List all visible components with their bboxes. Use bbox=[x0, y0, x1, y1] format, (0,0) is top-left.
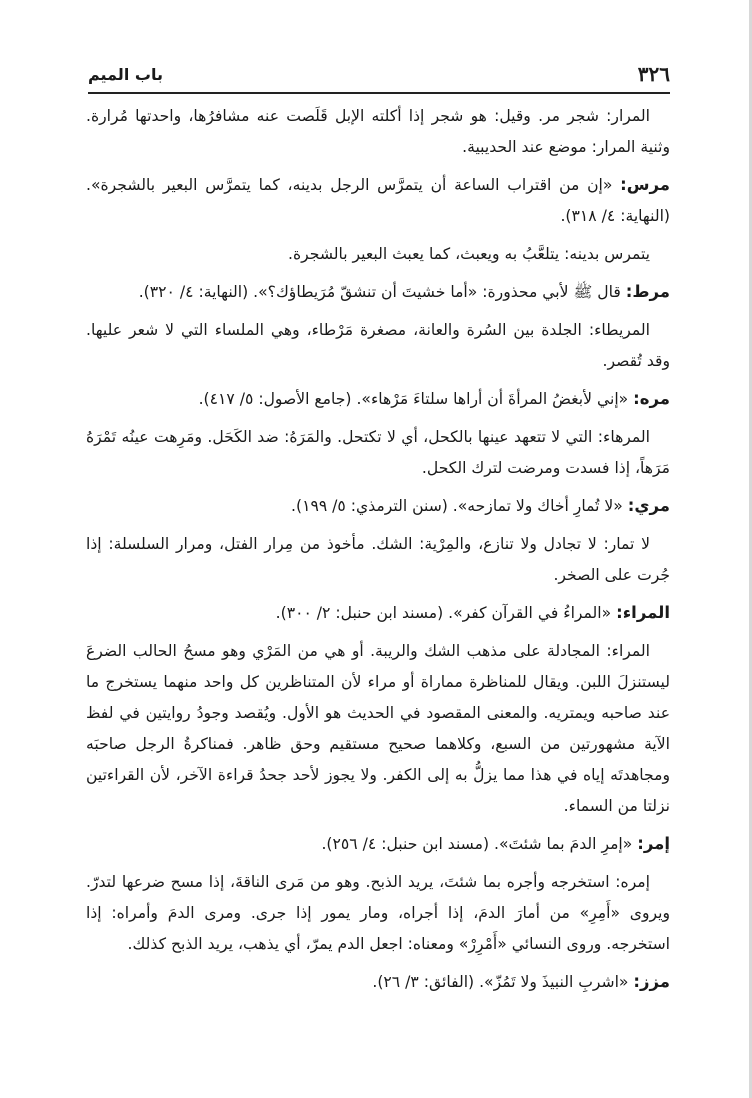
entry-text: «إمرِ الدمَ بما شئتَ». (مسند ابن حنبل: ٤/ ٢٥٦). bbox=[321, 835, 638, 853]
entry-text: «إني لأبغضُ المرأةَ أن أراها سلتاءَ مَرْهاء». (جامع الأصول: ٥/ ٤١٧). bbox=[198, 390, 634, 408]
entry-heading bbox=[86, 276, 670, 308]
entry-text: «المراءُ في القرآن كفر». (مسند ابن حنبل: ٢/ ٣٠٠). bbox=[275, 604, 617, 622]
entry-text: المراء: المجادلة على مذهب الشك والريبة. أو هي من المَرْي وهو مسحُ الحالب الضرعَ ليستنزلَ اللبن. ويقال للمناظرة مماراة أو مراء لأن المتناظرين كل واحد منهما يستخرج ما عند صاحبه ويمتريه. والمعنى المقصود في الحديث هو الأول. ويُقصد وجودُ روايتين في لفظ الآية مشهورتين من السبع، وكلاهما صحيح مستقيم وحق ظاهر. فمناكرةُ الرجل صاحبَه ومجاهدتَه إياه في هذا مما يزلُّ به إلى الكفر. ولا يجوز لأحد جحدُ قراءة الآخر، لأن القراءتين نزلتا من السماء. bbox=[86, 642, 670, 815]
entry-keyword: مره: bbox=[633, 389, 670, 408]
header-rule bbox=[88, 92, 670, 94]
paragraph bbox=[86, 421, 670, 484]
entry-keyword: إمر: bbox=[637, 834, 670, 853]
page-body bbox=[86, 100, 670, 1004]
entry-text: «لا تُمارِ أخاك ولا تمازحه». (سنن الترمذي: ٥/ ١٩٩). bbox=[291, 497, 628, 515]
paragraph bbox=[86, 100, 670, 163]
entry-keyword: المراء: bbox=[616, 603, 670, 622]
paragraph bbox=[86, 635, 670, 822]
paragraph bbox=[86, 528, 670, 591]
entry-text: المرار: شجر مر. وقيل: هو شجر إذا أكلته الإبل قَلَصت عنه مشافرُها، واحدتها مُرارة. وثنية المرار: موضع عند الحديبية. bbox=[86, 107, 670, 156]
entry-text: «اشربِ النبيذَ ولا تَمُزّ». (الفائق: ٣/ ٢٦). bbox=[372, 973, 634, 991]
entry-text: «إن من اقتراب الساعة أن يتمرَّس الرجل بدينه، كما يتمرَّس البعير بالشجرة». (النهاية: ٤/ ٣١٨). bbox=[86, 176, 670, 225]
entry-heading bbox=[86, 169, 670, 232]
paragraph bbox=[86, 238, 670, 270]
entry-heading bbox=[86, 966, 670, 998]
entry-keyword: مزز: bbox=[633, 972, 670, 991]
entry-keyword: مري: bbox=[627, 496, 670, 515]
paragraph bbox=[86, 866, 670, 960]
entry-text: المرهاء: التي لا تتعهد عينها بالكحل، أي لا تكتحل. والمَرَهُ: ضد الكَحَل. ومَرِهت عينُه تَمْرَهُ مَرَهاً، إذا فسدت ومرضت لترك الكحل. bbox=[86, 428, 670, 477]
entry-text: لا تمار: لا تجادل ولا تنازع، والمِرْية: الشك. مأخوذ من مِرار الفتل، ومرار السلسلة: إذا جُرت على الصخر. bbox=[86, 535, 670, 584]
section-title: باب الميم bbox=[88, 64, 163, 84]
page-number: ٣٢٦ bbox=[637, 62, 670, 86]
entry-heading bbox=[86, 597, 670, 629]
paragraph bbox=[86, 314, 670, 377]
entry-keyword: مرس: bbox=[620, 175, 670, 194]
entry-text: قال ﷺ لأبي محذورة: «أما خشيتَ أن تنشقّ مُرَيطاؤك؟». (النهاية: ٤/ ٣٢٠). bbox=[138, 283, 626, 301]
entry-keyword: مرط: bbox=[625, 282, 670, 301]
entry-text: المريطاء: الجلدة بين السُرة والعانة، مصغرة مَرْطاء، وهي الملساء التي لا شعر عليها. وقد تُقصر. bbox=[86, 321, 670, 370]
entry-heading bbox=[86, 490, 670, 522]
running-header bbox=[88, 58, 670, 90]
entry-heading bbox=[86, 383, 670, 415]
entry-heading bbox=[86, 828, 670, 860]
entry-text: إمره: استخرجه وأجره بما شئتَ، يريد الذبح. وهو من مَرى الناقةَ، إذا مسح ضرعها لتدرّ. ويروى «أَمِرِ» من أمارَ الدمَ، إذا أجراه، ومار يمور إذا جرى. ومرى الدمَ وأمراه: إذا استخرجه. وروى النسائي «أَمْرِرْ» ومعناه: اجعل الدم يمرّ، أي يذهب، يريد الذبح كذلك. bbox=[86, 873, 670, 953]
entry-text: يتمرس بدينه: يتلعَّبُ به ويعبث، كما يعبث البعير بالشجرة. bbox=[288, 245, 650, 263]
